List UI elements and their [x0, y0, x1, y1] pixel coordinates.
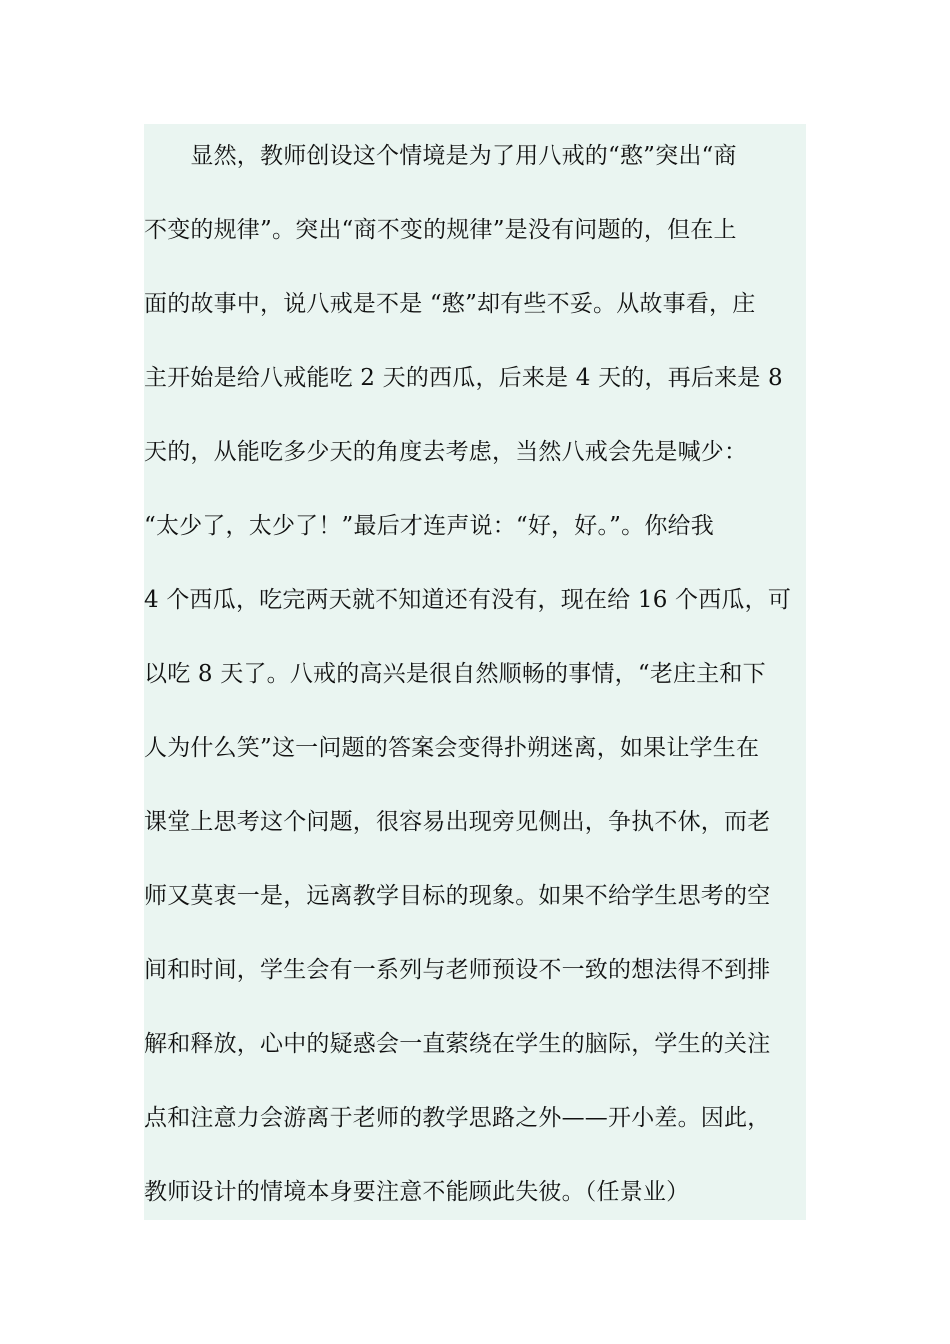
text-line: 师又莫衷一是，远离教学目标的现象。如果不给学生思考的空: [144, 883, 771, 909]
text-line: 以吃 8 天了。八戒的高兴是很自然顺畅的事情，“老庄主和下: [144, 661, 766, 687]
text-line: 不变的规律”。突出“商不变的规律”是没有问题的，但在上: [144, 217, 737, 243]
text-line: 人为什么笑”这一问题的答案会变得扑朔迷离，如果让学生在: [144, 735, 760, 761]
text-line: 主开始是给八戒能吃 2 天的西瓜，后来是 4 天的，再后来是 8: [144, 365, 783, 391]
text-line: 4 个西瓜，吃完两天就不知道还有没有，现在给 16 个西瓜，可: [144, 587, 792, 613]
text-line: 面的故事中，说八戒是不是 “憨”却有些不妥。从故事看，庄: [144, 291, 756, 317]
text-line: 间和时间，学生会有一系列与老师预设不一致的想法得不到排: [144, 957, 771, 983]
paragraph-block: [144, 124, 806, 1220]
text-line: 点和注意力会游离于老师的教学思路之外——开小差。因此，: [144, 1105, 771, 1131]
text-line: “太少了，太少了！”最后才连声说：“好，好。”。你给我: [144, 513, 714, 539]
text-line: 教师设计的情境本身要注意不能顾此失彼。（任景业）: [144, 1179, 690, 1205]
text-line: 天的，从能吃多少天的角度去考虑，当然八戒会先是喊少：: [144, 439, 748, 465]
text-line: 解和释放，心中的疑惑会一直萦绕在学生的脑际，学生的关注: [144, 1031, 771, 1057]
text-line: 显然，教师创设这个情境是为了用八戒的“憨”突出“商: [144, 143, 737, 169]
text-line: 课堂上思考这个问题，很容易出现旁见侧出，争执不休，而老: [144, 809, 771, 835]
